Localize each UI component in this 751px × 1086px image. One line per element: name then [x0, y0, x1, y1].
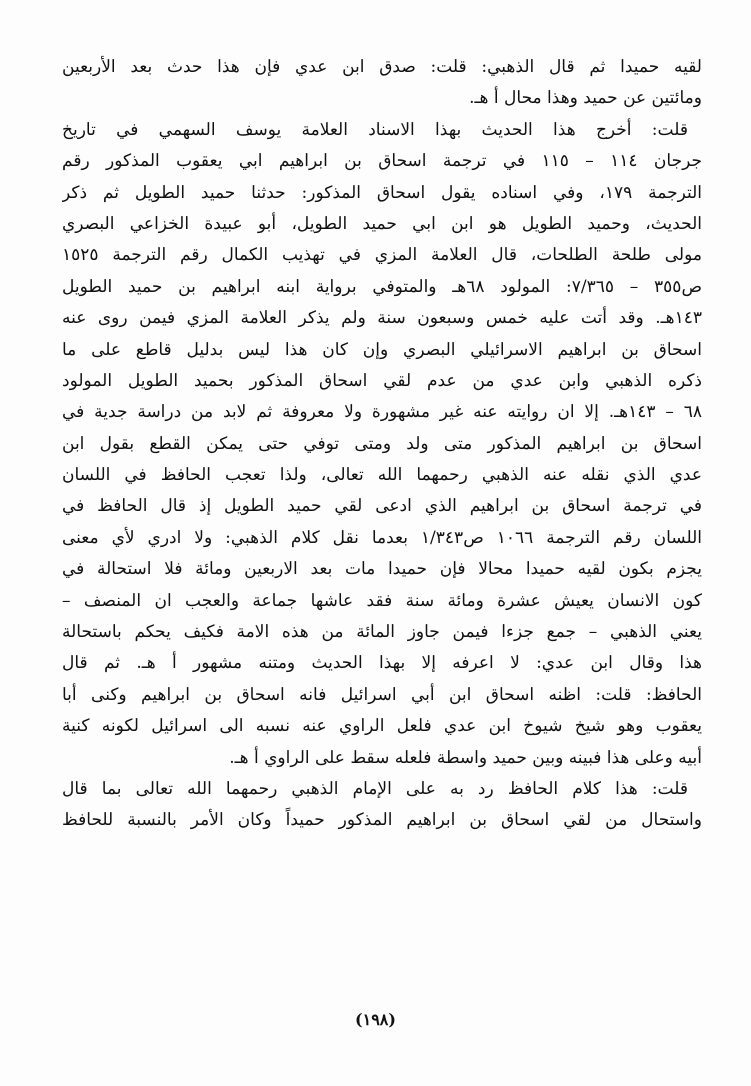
text-line-17: يجزم بكون لقيه حميدا محالا فإن حميدا مات بعد الاربعين ومائة فلا استحالة في — [62, 559, 702, 580]
text-line-23: أبيه وعلى هذا فبينه وبين حميد واسطة فلعله سقط على الراوي أ هـ. — [229, 747, 702, 768]
text-line-14: عدي الذي نقله عنه الذهبي رحمهما الله تعالى، ولذا تعجب الحافظ في اللسان — [62, 465, 702, 486]
text-line-15: في ترجمة اسحاق بن ابراهيم الذي ادعى لقي حميد الطويل إذ قال الحافظ في — [62, 496, 702, 517]
text-line-7: مولى طلحة الطلحات، قال العلامة المزي في تهذيب الكمال رقم الترجمة ١٥٢٥ — [62, 245, 702, 266]
text-line-12: ٦٨ – ١٤٣هـ. إلا ان روايته عنه غير مشهورة ولا معروفة ثم لابد من دراسة جدية في — [62, 402, 702, 423]
body-text — [62, 52, 702, 837]
text-line-24: قلت: هذا كلام الحافظ رد به على الإمام الذهبي رحمهما الله تعالى بما قال — [62, 778, 688, 799]
text-line-1: لقيه حميدا ثم قال الذهبي: قلت: صدق ابن عدي فإن هذا حدث بعد الأربعين — [62, 57, 702, 77]
text-line-16: اللسان رقم الترجمة ١٠٦٦ ص١/٣٤٣ بعدما نقل كلام الذهبي: ولا ادري لأي معنى — [62, 527, 702, 548]
text-line-2: ومائتين عن حميد وهذا محال أ هـ. — [469, 88, 702, 109]
text-line-19: يعني الذهبي – جمع جزءا فيمن جاوز المائة من هذه الامة فكيف يحكم باستحالة — [62, 622, 702, 643]
text-line-6: الحديث، وحميد الطويل هو ابن ابي حميد الطويل، أبو عبيدة الخزاعي البصري — [62, 213, 702, 234]
text-line-8: ص٣٥٥ – ٧/٣٦٥: المولود ٦٨هـ والمتوفي برواية ابنه ابراهيم بن حميد الطويل — [62, 276, 702, 297]
text-line-9: ١٤٣هـ. وقد أتت عليه خمس وسبعون سنة ولم يذكر العلامة المزي فيمن روى عنه — [62, 308, 702, 329]
text-line-10: اسحاق بن ابراهيم الاسرائيلي البصري وإن كان هذا ليس بدليل قاطع على ما — [62, 339, 702, 360]
text-line-18: كون الانسان يعيش عشرة ومائة سنة فقد عاشها جماعة والعجب ان المنصف – — [62, 590, 702, 611]
text-line-3: قلت: أخرج هذا الحديث بهذا الاسناد العلامة يوسف السهمي في تاريخ — [62, 119, 688, 140]
text-line-21: الحافظ: قلت: اظنه اسحاق ابن أبي اسرائيل فانه اسحاق بن ابراهيم وكنى أبا — [62, 684, 702, 705]
text-line-22: يعقوب وهو شيخ شيوخ ابن عدي فلعل الراوي عنه نسبه الى اسرائيل لكونه كنية — [62, 716, 702, 737]
text-line-5: الترجمة ١٧٩، وفي اسناده يقول اسحاق المذكور: حدثنا حميد الطويل ثم ذكر — [62, 182, 702, 203]
text-line-11: ذكره الذهبي وابن عدي من عدم لقي اسحاق المذكور بحميد الطويل المولود — [62, 370, 702, 391]
text-line-4: جرجان ١١٤ – ١١٥ في ترجمة اسحاق بن ابراهيم ابي يعقوب المذكور رقم — [62, 151, 702, 172]
text-line-25: واستحال من لقي اسحاق بن ابراهيم المذكور حميداً وكان الأمر بالنسبة للحافظ — [62, 810, 702, 831]
page-number: (١٩٨) — [355, 1010, 396, 1029]
text-line-20: هذا وقال ابن عدي: لا اعرفه إلا بهذا الحديث ومتنه مشهور أ هـ. ثم قال — [62, 653, 702, 674]
text-line-13: اسحاق بن ابراهيم المذكور متى ولد ومتى توفي حتى يمكن القطع بقول ابن — [62, 433, 702, 454]
